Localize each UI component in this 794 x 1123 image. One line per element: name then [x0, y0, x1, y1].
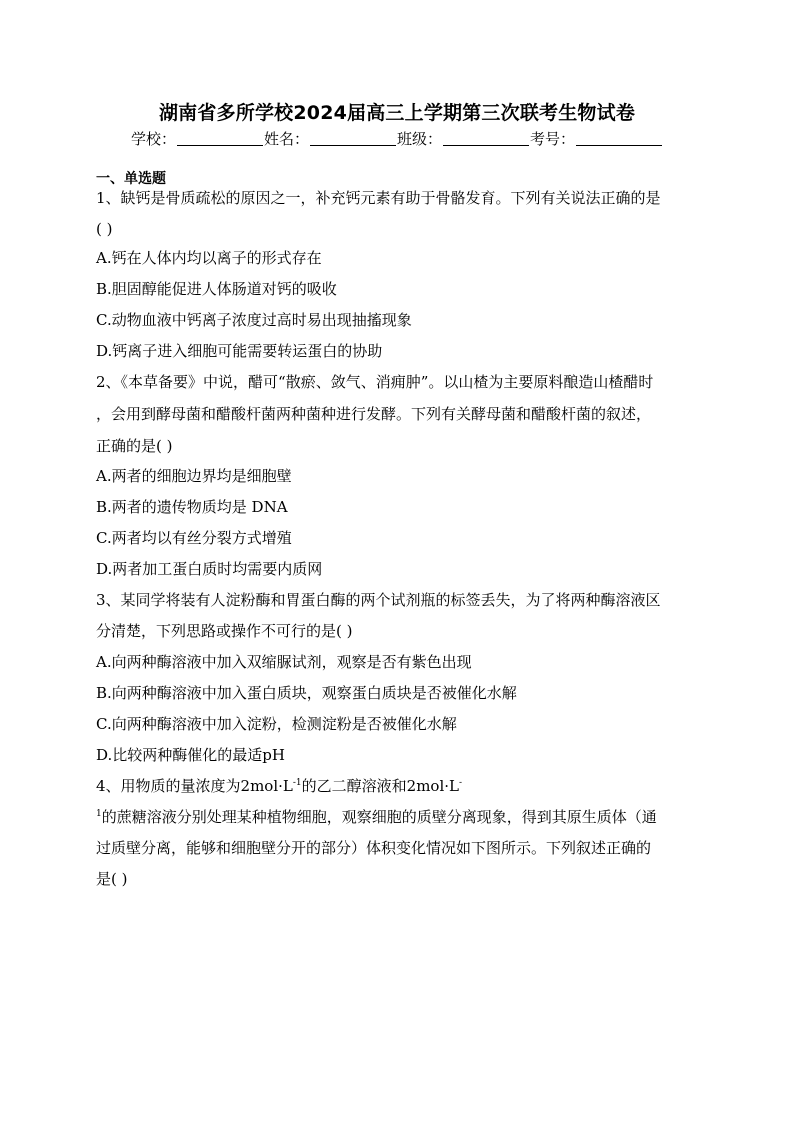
q2-stem-line-1: 2、《本草备要》中说，醋可“散瘀、敛气、消痈肿”。以山楂为主要原料酿造山楂醋时	[96, 373, 654, 391]
q4-stem-line-4: 是( )	[96, 870, 128, 888]
q1-option-c: C.动物血液中钙离子浓度过高时易出现抽搐现象	[96, 311, 412, 329]
name-label: 姓名：	[263, 130, 309, 148]
q3-option-d: D.比较两种酶催化的最适pH	[96, 746, 285, 764]
exam-no-label: 考号：	[530, 130, 576, 148]
page-title: 湖南省多所学校2024届高三上学期第三次联考生物试卷	[158, 102, 636, 124]
school-blank[interactable]	[177, 131, 263, 146]
q3-option-b: B.向两种酶溶液中加入蛋白质块，观察蛋白质块是否被催化水解	[96, 684, 517, 702]
q2-stem-line-3: 正确的是( )	[96, 437, 173, 455]
q3-stem-line-1: 3、某同学将装有人淀粉酶和胃蛋白酶的两个试剂瓶的标签丢失，为了将两种酶溶液区	[96, 591, 661, 609]
q2-stem-line-2: ，会用到酵母菌和醋酸杆菌两种菌种进行发酵。下列有关酵母菌和醋酸杆菌的叙述，	[96, 405, 652, 423]
q4-stem-line-2	[96, 807, 657, 827]
q2-option-a: A.两者的细胞边界均是细胞壁	[96, 467, 292, 485]
q3-stem-line-2: 分清楚，下列思路或操作不可行的是( )	[96, 622, 353, 640]
exam-no-blank[interactable]	[576, 131, 662, 146]
q4-superscript-3: 1	[96, 809, 102, 819]
student-info-line	[0, 128, 794, 149]
section-heading: 一、单选题	[96, 171, 166, 187]
q4-stem-line-3: 过质壁分离，能够和细胞壁分开的部分）体积变化情况如下图所示。下列叙述正确的	[96, 839, 652, 857]
q4-stem-line-1	[96, 776, 462, 796]
class-label: 班级：	[397, 130, 443, 148]
q2-option-d: D.两者加工蛋白质时均需要内质网	[96, 560, 323, 578]
school-label: 学校：	[130, 130, 176, 148]
class-blank[interactable]	[443, 131, 529, 146]
q2-option-c: C.两者均以有丝分裂方式增殖	[96, 529, 292, 547]
q3-option-c: C.向两种酶溶液中加入淀粉，检测淀粉是否被催化水解	[96, 715, 457, 733]
q1-stem-line-1: 1、缺钙是骨质疏松的原因之一，补充钙元素有助于骨骼发育。下列有关说法正确的是	[96, 189, 661, 207]
q1-option-b: B.胆固醇能促进人体肠道对钙的吸收	[96, 280, 337, 298]
q4-superscript-1: -1	[292, 778, 302, 788]
q1-option-d: D.钙离子进入细胞可能需要转运蛋白的协助	[96, 342, 383, 360]
q4-stem-part-2: 的乙二醇溶液和2mol·L	[301, 777, 459, 795]
q4-superscript-2: -	[458, 778, 463, 788]
q2-option-b: B.两者的遗传物质均是 DNA	[96, 498, 288, 516]
q3-option-a: A.向两种酶溶液中加入双缩脲试剂，观察是否有紫色出现	[96, 653, 472, 671]
q1-option-a: A.钙在人体内均以离子的形式存在	[96, 249, 322, 267]
name-blank[interactable]	[310, 131, 396, 146]
q4-stem-part-1: 4、用物质的量浓度为2mol·L	[96, 777, 293, 795]
q4-stem-part-3: 的蔗糖溶液分别处理某种植物细胞，观察细胞的质壁分离现象，得到其原生质体（通	[101, 808, 657, 826]
q1-stem-line-2: ( )	[96, 220, 113, 238]
